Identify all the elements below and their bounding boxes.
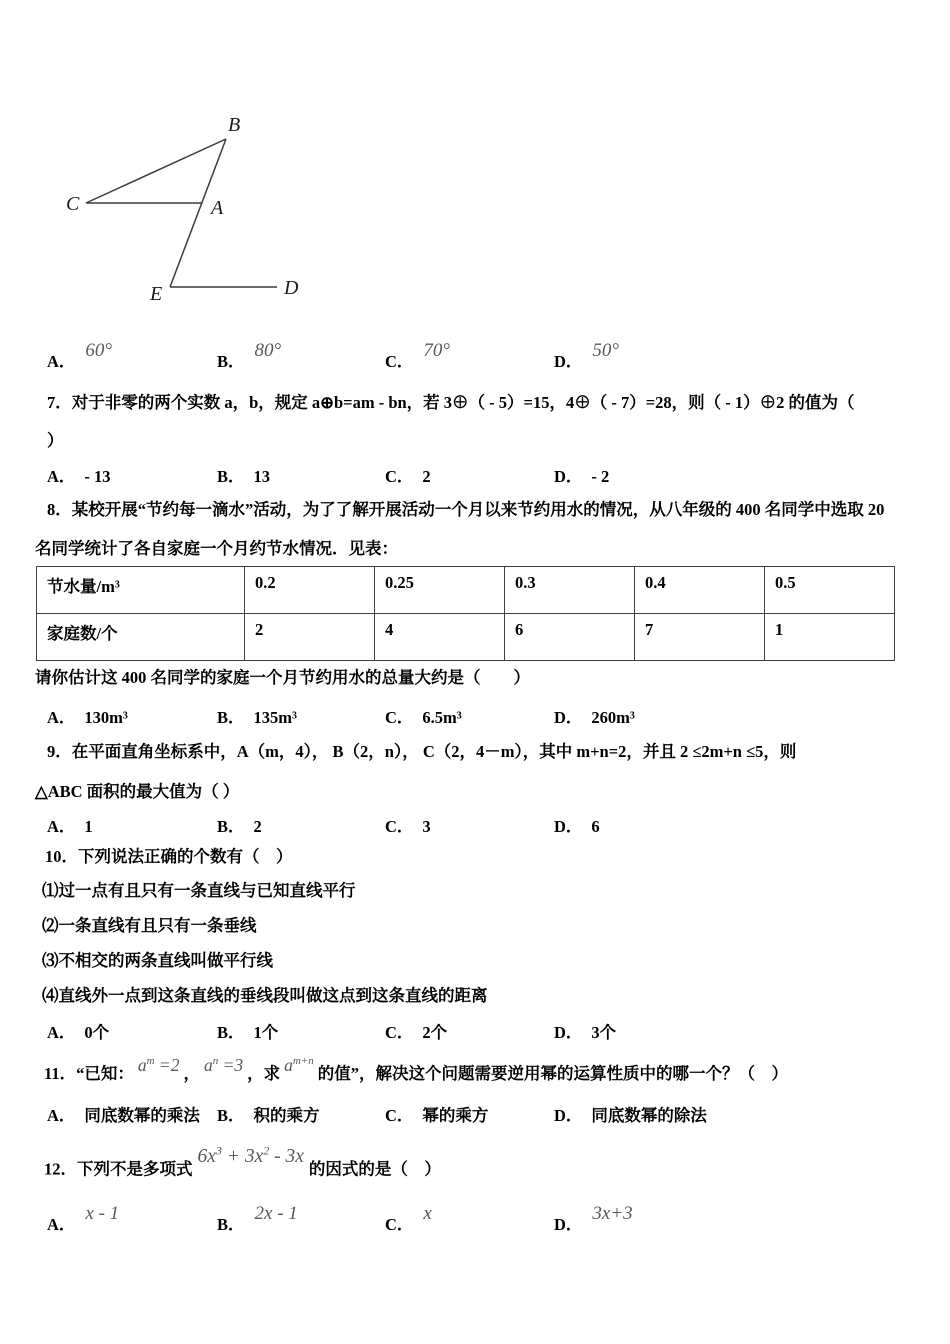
option-value: 2个 xyxy=(422,1023,448,1042)
table-cell: 0.2 xyxy=(245,567,375,614)
q8-text-line1: 8．某校开展“节约每一滴水”活动，为了了解开展活动一个月以来节约用水的情况，从八年级的 400 名同学中选取 20 xyxy=(47,500,885,519)
option-label: D． xyxy=(554,1215,583,1234)
math-term: - 3x xyxy=(269,1145,304,1167)
q7-options xyxy=(47,463,937,493)
option-label: C． xyxy=(385,467,414,486)
q8-option-d xyxy=(554,704,635,728)
option-value: 3x+3 xyxy=(592,1203,633,1224)
water-saving-table xyxy=(36,566,895,661)
table-cell: 0.4 xyxy=(635,567,765,614)
option-value: 135m³ xyxy=(253,708,297,727)
option-value: 60° xyxy=(85,340,113,361)
option-label: D． xyxy=(554,467,583,486)
q10-option-b xyxy=(217,1019,278,1043)
option-value: 0个 xyxy=(84,1023,110,1042)
q10-text-line1: 10．下列说法正确的个数有（ ） xyxy=(45,847,293,866)
option-label: C． xyxy=(385,1215,414,1234)
q8-option-b xyxy=(217,704,297,728)
q6-option-d xyxy=(554,340,620,373)
table-cell: 2 xyxy=(245,614,375,661)
math-exponent: m+n xyxy=(292,1055,314,1067)
option-value: 260m³ xyxy=(591,708,635,727)
option-value: 积的乘方 xyxy=(253,1106,320,1125)
math-term: 6x xyxy=(197,1145,216,1167)
q11-formula-an xyxy=(200,1055,247,1075)
option-value: 同底数幂的除法 xyxy=(591,1106,707,1125)
q9-option-d xyxy=(554,813,600,837)
option-label: D． xyxy=(554,1106,583,1125)
q12-options xyxy=(47,1203,937,1241)
q7-option-b xyxy=(217,463,270,487)
option-value: 同底数幂的乘法 xyxy=(84,1106,200,1125)
q9-text-line1: 9．在平面直角坐标系中，A（m，4）， B（2，n）， C（2，4－m），其中 m+n=2，并且 2 ≤2m+n ≤5，则 xyxy=(47,742,797,761)
option-label: B． xyxy=(217,467,245,486)
table-cell: 0.25 xyxy=(375,567,505,614)
point-label-C: C xyxy=(66,193,80,215)
q11-text-part2: ， xyxy=(183,1063,200,1083)
option-label: C． xyxy=(385,708,414,727)
option-value: x - 1 xyxy=(85,1203,120,1224)
option-label: B． xyxy=(217,1023,245,1042)
math-base: a xyxy=(137,1054,147,1075)
q8-option-a xyxy=(47,704,128,728)
option-value: - 13 xyxy=(84,467,111,486)
table-row-water-amount xyxy=(37,567,895,614)
math-term: + 3x xyxy=(221,1145,264,1167)
table-cell: 7 xyxy=(635,614,765,661)
geometry-figure xyxy=(60,100,310,310)
q7-option-d xyxy=(554,463,609,487)
point-label-B: B xyxy=(228,114,241,136)
option-label: D． xyxy=(554,1023,583,1042)
q10-option-a xyxy=(47,1019,109,1043)
table-cell: 0.3 xyxy=(505,567,635,614)
q12-text xyxy=(44,1143,441,1181)
option-value: 2 xyxy=(422,467,431,486)
q11-option-b xyxy=(217,1102,320,1126)
option-label: B． xyxy=(217,708,245,727)
option-label: B． xyxy=(217,1106,245,1125)
option-value: 3 xyxy=(422,817,431,836)
option-label: A． xyxy=(47,467,76,486)
option-label: C． xyxy=(385,817,414,836)
option-value: 幂的乘方 xyxy=(422,1106,489,1125)
q10-option-d xyxy=(554,1019,616,1043)
q10-item-4: ⑷直线外一点到这条直线的垂线段叫做这点到这条直线的距离 xyxy=(42,986,488,1005)
point-label-D: D xyxy=(284,277,299,299)
option-value: 6 xyxy=(591,817,600,836)
q9-option-c xyxy=(385,813,431,837)
option-label: A． xyxy=(47,708,76,727)
q11-text xyxy=(44,1054,789,1085)
q8-options xyxy=(47,704,937,734)
point-label-A: A xyxy=(211,197,224,219)
q12-option-d xyxy=(554,1203,633,1236)
q7-text-line2: ） xyxy=(47,431,64,450)
math-base: a xyxy=(284,1054,293,1075)
q11-text-part1: 11．“已知： xyxy=(44,1063,134,1083)
table-cell: 6 xyxy=(505,614,635,661)
option-value: x xyxy=(423,1203,432,1224)
q12-option-c xyxy=(385,1203,432,1236)
option-label: C． xyxy=(385,1106,414,1125)
q12-polynomial-formula xyxy=(193,1143,309,1167)
q12-option-b xyxy=(217,1203,298,1236)
q8-text-line2: 名同学统计了各自家庭一个月约节水情况．见表： xyxy=(35,539,398,558)
q9-option-a xyxy=(47,813,93,837)
q10-item-2: ⑵一条直线有且只有一条垂线 xyxy=(42,916,257,935)
option-value: 2 xyxy=(253,817,262,836)
option-label: D． xyxy=(554,708,583,727)
point-label-E: E xyxy=(150,283,163,305)
math-exponent: m xyxy=(146,1055,155,1067)
q9-options xyxy=(47,813,937,843)
q11-formula-amn xyxy=(280,1055,318,1075)
q6-option-a xyxy=(47,340,113,373)
q8-text-line3: 请你估计这 400 名同学的家庭一个月节约用水的总量大约是（ ） xyxy=(35,668,530,687)
q11-option-c xyxy=(385,1102,488,1126)
q10-item-1: ⑴过一点有且只有一条直线与已知直线平行 xyxy=(42,881,356,900)
q12-option-a xyxy=(47,1203,120,1236)
q11-option-d xyxy=(554,1102,707,1126)
option-label: A． xyxy=(47,1023,76,1042)
q7-text-line1: 7．对于非零的两个实数 a，b，规定 a⊕b=am - bn，若 3⊕（ - 5）=15，4⊕（ - 7）=28，则（ - 1）⊕2 的值为（ xyxy=(47,393,855,412)
q7-option-a xyxy=(47,463,111,487)
math-exponent: n xyxy=(212,1055,219,1067)
option-label: A． xyxy=(47,1106,76,1125)
q11-option-a xyxy=(47,1102,200,1126)
option-value: 2x - 1 xyxy=(254,1203,298,1224)
option-value: 1 xyxy=(84,817,93,836)
q9-text-line2: △ABC 面积的最大值为（ ） xyxy=(35,782,240,801)
q12-text-part2: 的因式的是（ ） xyxy=(308,1159,441,1179)
math-exponent: 3 xyxy=(215,1143,222,1157)
math-rest: =2 xyxy=(154,1054,180,1075)
q12-text-part1: 12．下列不是多项式 xyxy=(44,1159,193,1179)
table-row-family-count xyxy=(37,614,895,661)
option-label: A． xyxy=(47,1215,76,1234)
option-label: B． xyxy=(217,1215,245,1234)
q6-option-c xyxy=(385,340,451,373)
q6-options xyxy=(47,340,937,378)
option-label: D． xyxy=(554,352,583,371)
table-header-cell: 家庭数/个 xyxy=(37,614,245,661)
table-header-cell: 节水量/m³ xyxy=(37,567,245,614)
table-cell: 4 xyxy=(375,614,505,661)
option-label: D． xyxy=(554,817,583,836)
option-value: 6.5m³ xyxy=(422,708,462,727)
math-base: a xyxy=(203,1054,213,1075)
option-label: B． xyxy=(217,352,245,371)
table-cell: 1 xyxy=(765,614,895,661)
math-rest: =3 xyxy=(218,1054,244,1075)
q11-text-part4: 的值”，解决这个问题需要逆用幂的运算性质中的哪一个？（ ） xyxy=(317,1063,789,1083)
q11-formula-am xyxy=(134,1055,184,1075)
q11-options xyxy=(47,1102,937,1132)
q10-item-3: ⑶不相交的两条直线叫做平行线 xyxy=(42,951,273,970)
option-label: A． xyxy=(47,817,76,836)
option-value: 80° xyxy=(254,340,282,361)
math-exponent: 2 xyxy=(263,1143,270,1157)
option-value: 50° xyxy=(592,340,620,361)
q9-option-b xyxy=(217,813,262,837)
q10-option-c xyxy=(385,1019,447,1043)
option-label: A． xyxy=(47,352,76,371)
option-value: - 2 xyxy=(591,467,610,486)
q11-text-part3: ，求 xyxy=(247,1063,281,1083)
option-value: 1个 xyxy=(253,1023,279,1042)
q10-options xyxy=(47,1019,937,1049)
option-value: 3个 xyxy=(591,1023,617,1042)
option-label: B． xyxy=(217,817,245,836)
table-cell: 0.5 xyxy=(765,567,895,614)
q8-option-c xyxy=(385,704,462,728)
q7-option-c xyxy=(385,463,431,487)
option-value: 13 xyxy=(253,467,271,486)
option-label: C． xyxy=(385,1023,414,1042)
option-value: 130m³ xyxy=(84,708,128,727)
option-label: C． xyxy=(385,352,414,371)
q6-option-b xyxy=(217,340,282,373)
option-value: 70° xyxy=(423,340,451,361)
